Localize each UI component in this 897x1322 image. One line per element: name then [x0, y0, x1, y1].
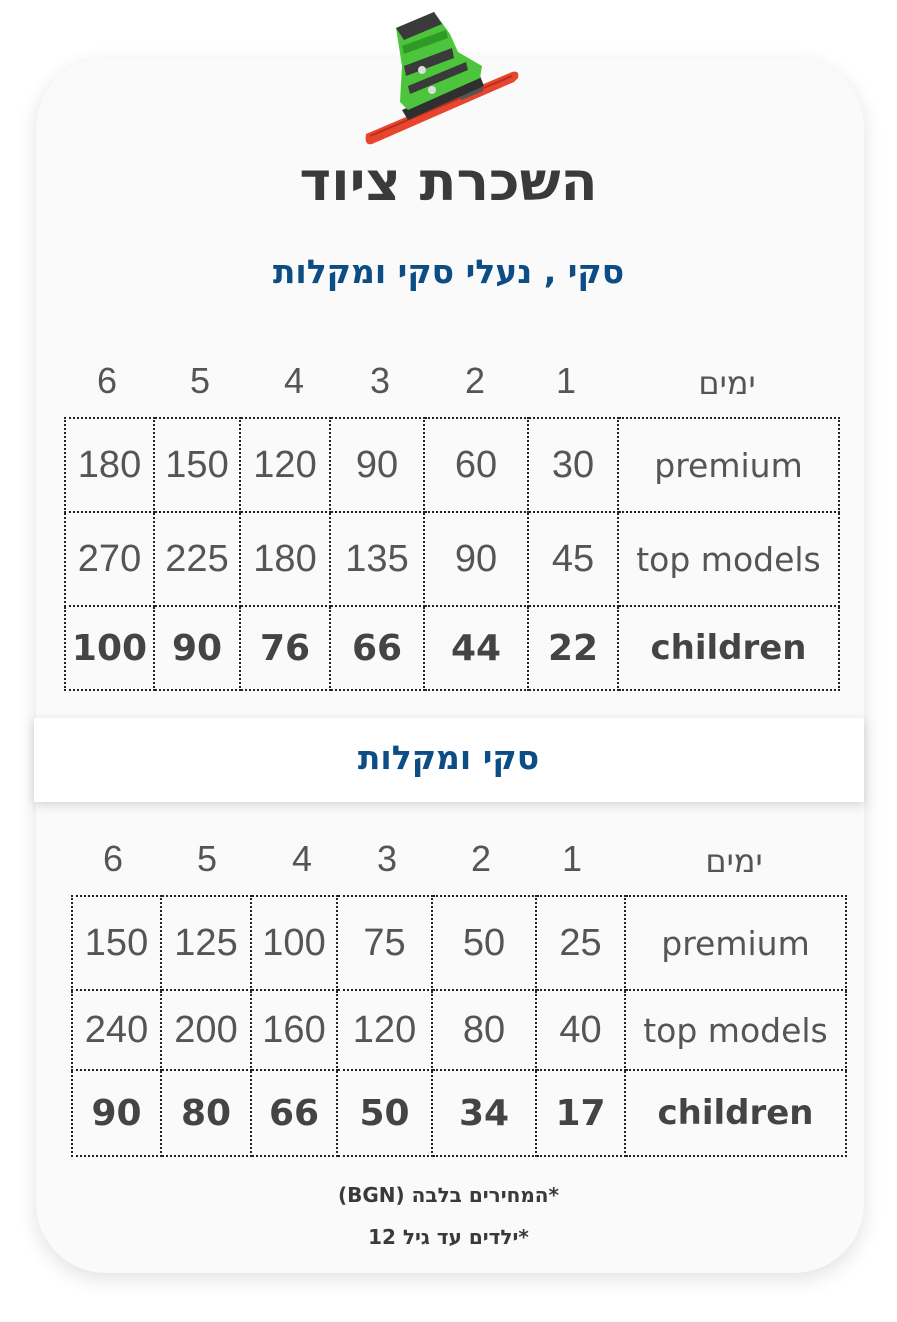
- table-row: [72, 896, 846, 990]
- page-title: השכרת ציוד: [299, 150, 598, 213]
- day-header: 5: [196, 838, 218, 879]
- row-label: top models: [618, 512, 839, 606]
- price-cell: 90: [330, 418, 424, 512]
- price-cell: 270: [65, 512, 154, 606]
- price-cell: 50: [432, 896, 536, 990]
- price-cell: 135: [330, 512, 424, 606]
- section-title: סקי ומקלות: [357, 738, 540, 777]
- day-header: 5: [189, 360, 211, 401]
- price-cell: 30: [528, 418, 618, 512]
- price-cell: 180: [240, 512, 330, 606]
- day-header: 6: [96, 360, 118, 401]
- price-cell: 76: [240, 606, 330, 690]
- section-subtitle: סקי , נעלי סקי ומקלות: [272, 252, 625, 291]
- price-cell: 160: [251, 990, 337, 1070]
- row-label: premium: [625, 896, 846, 990]
- price-cell: 200: [161, 990, 251, 1070]
- price-cell: 50: [337, 1070, 432, 1156]
- price-cell: 80: [432, 990, 536, 1070]
- currency-note: *המחירים בלבה (BGN): [337, 1183, 559, 1207]
- days-label: ימים: [705, 842, 763, 880]
- row-label: children: [625, 1070, 846, 1156]
- price-cell: 66: [330, 606, 424, 690]
- children-age-note: *ילדים עד גיל 12: [368, 1225, 529, 1249]
- day-header: 3: [369, 360, 391, 401]
- price-cell: 120: [337, 990, 432, 1070]
- price-cell: 180: [65, 418, 154, 512]
- price-cell: 240: [72, 990, 161, 1070]
- day-header: 4: [283, 360, 305, 401]
- price-cell: 25: [536, 896, 625, 990]
- price-cell: 80: [161, 1070, 251, 1156]
- price-cell: 60: [424, 418, 528, 512]
- day-header: 6: [102, 838, 124, 879]
- table-row: [65, 512, 839, 606]
- price-cell: 75: [337, 896, 432, 990]
- row-label: premium: [618, 418, 839, 512]
- price-cell: 22: [528, 606, 618, 690]
- price-cell: 125: [161, 896, 251, 990]
- price-cell: 90: [72, 1070, 161, 1156]
- price-cell: 150: [154, 418, 240, 512]
- ski-boot-icon: [362, 6, 522, 148]
- price-cell: 150: [72, 896, 161, 990]
- day-header: 1: [555, 360, 577, 401]
- price-cell: 17: [536, 1070, 625, 1156]
- price-cell: 40: [536, 990, 625, 1070]
- price-cell: 66: [251, 1070, 337, 1156]
- day-header: 3: [376, 838, 398, 879]
- price-cell: 90: [154, 606, 240, 690]
- day-header: 1: [561, 838, 583, 879]
- price-cell: 100: [251, 896, 337, 990]
- price-table-1: [64, 417, 840, 691]
- day-header: 4: [291, 838, 313, 879]
- price-cell: 34: [432, 1070, 536, 1156]
- price-cell: 100: [65, 606, 154, 690]
- price-cell: 120: [240, 418, 330, 512]
- row-label: top models: [625, 990, 846, 1070]
- day-header: 2: [464, 360, 486, 401]
- price-cell: 90: [424, 512, 528, 606]
- table-row: [65, 606, 839, 690]
- days-label: ימים: [698, 364, 756, 402]
- day-header: 2: [470, 838, 492, 879]
- table-row: [72, 990, 846, 1070]
- row-label: children: [618, 606, 839, 690]
- price-table-2: [71, 895, 847, 1157]
- price-cell: 225: [154, 512, 240, 606]
- price-cell: 45: [528, 512, 618, 606]
- price-cell: 44: [424, 606, 528, 690]
- table-row: [65, 418, 839, 512]
- table-row: [72, 1070, 846, 1156]
